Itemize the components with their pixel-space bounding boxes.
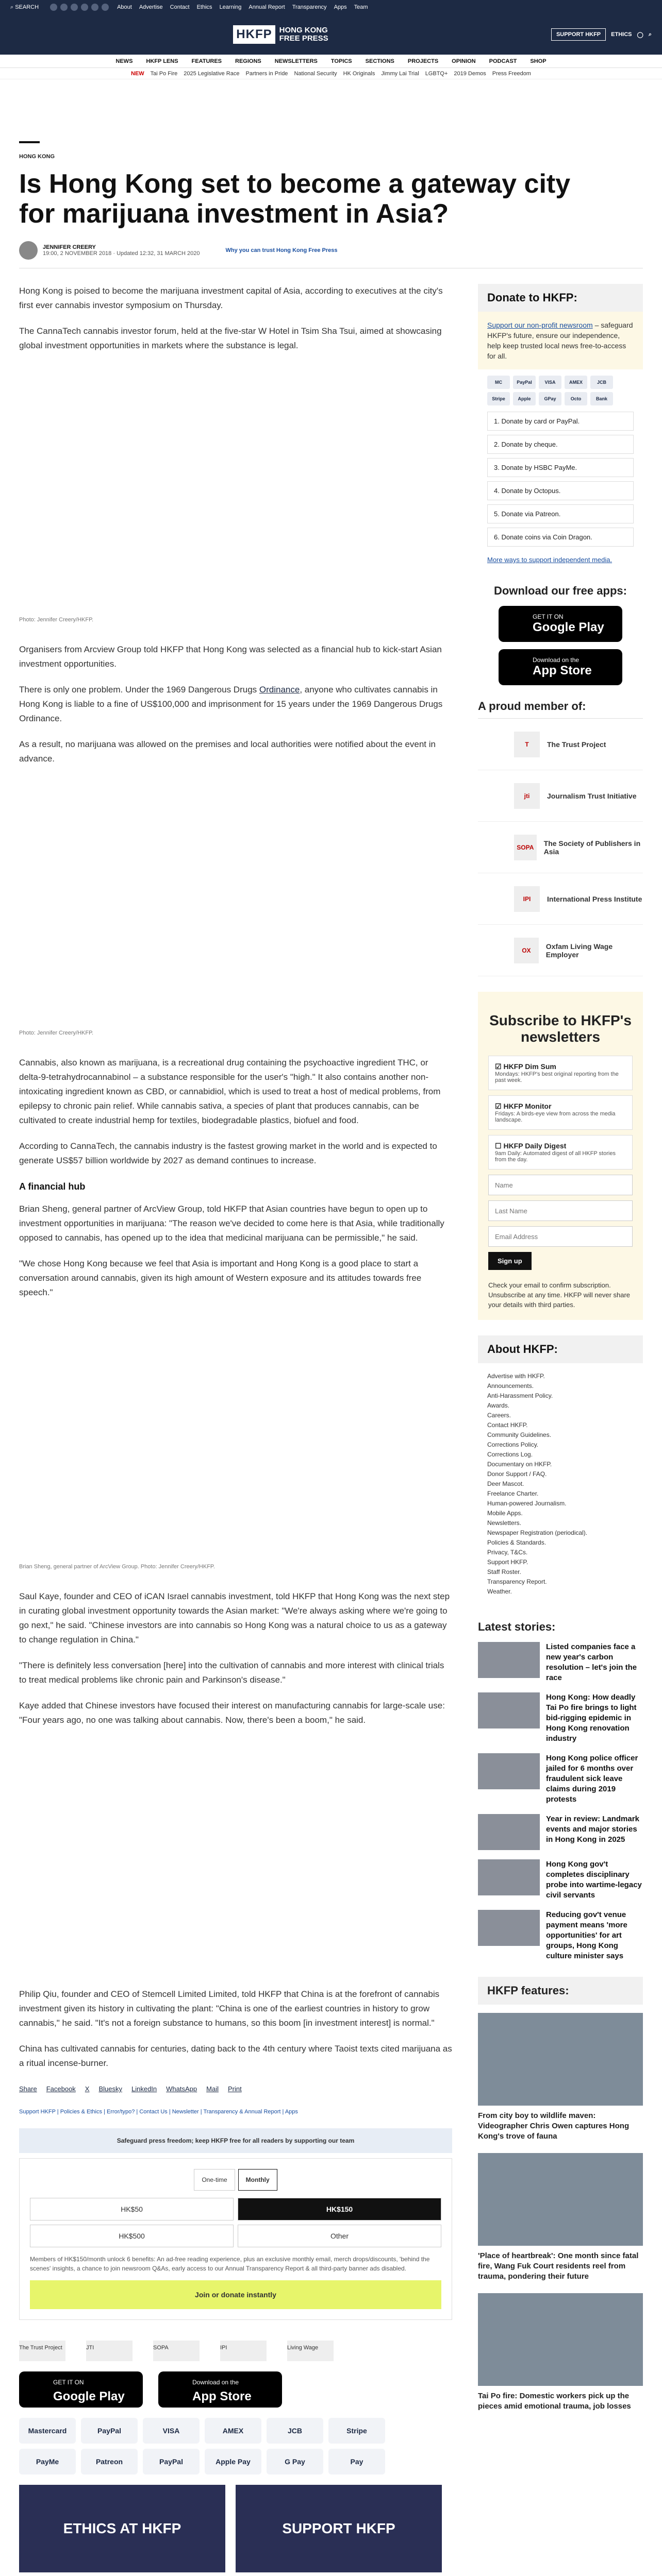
paragraph: Philip Qiu, founder and CEO of Stemcell Limited Limited, told HKFP that China is at the forefront of cannabis investment given its history in cultivating the plant: "China is one of the earliest countries in history to grow cannabis," he said. "It's not a foreign substance to humans, so this boom [in investment interest] is normal." xyxy=(19,1989,440,2028)
apps-title: Download our free apps: xyxy=(494,584,627,597)
donate-title: Donate to HKFP: xyxy=(478,284,643,312)
trending-item[interactable]: 2025 Legislative Race xyxy=(184,70,240,77)
amount-option[interactable]: HK$50 xyxy=(30,2198,234,2221)
nav-item[interactable]: NEWSLETTERS xyxy=(274,58,318,64)
youtube-icon[interactable] xyxy=(81,4,88,11)
latest-story[interactable] xyxy=(478,1859,643,1901)
trending-item[interactable]: Tai Po Fire xyxy=(150,70,178,77)
donate-widget xyxy=(19,2158,452,2320)
topbar-link[interactable]: Advertise xyxy=(139,4,163,10)
trending-item[interactable]: 2019 Demos xyxy=(454,70,486,77)
partner-logo[interactable] xyxy=(478,719,643,770)
about-link[interactable]: Freelance Charter. xyxy=(487,1490,539,1497)
topbar-link[interactable]: Learning xyxy=(219,4,242,10)
latest-story[interactable] xyxy=(478,1910,643,1961)
feature-title: Tai Po fire: Domestic workers pick up the pieces amid emotional trauma, job losses xyxy=(478,2392,631,2411)
newsletter-option[interactable]: ☑ HKFP Monitor Fridays: A birds-eye view from across the media landscape. xyxy=(488,1095,633,1130)
amount-option[interactable]: HK$500 xyxy=(30,2225,234,2247)
payment-logo: Pay xyxy=(328,2449,385,2475)
footer-promos xyxy=(19,2485,452,2572)
about-link[interactable]: Staff Roster. xyxy=(487,1568,521,1575)
payment-cards xyxy=(478,369,643,412)
payment-logo: PayMe xyxy=(19,2449,76,2475)
payment-logo: Stripe xyxy=(328,2418,385,2444)
donate-method[interactable]: 2. Donate by cheque. xyxy=(487,435,634,454)
search-label: SEARCH xyxy=(15,4,39,10)
nav-item[interactable]: NEWS xyxy=(115,58,133,64)
payment-logo: PayPal xyxy=(143,2449,200,2475)
payment-logo: Apple Pay xyxy=(205,2449,261,2475)
footer-apps xyxy=(19,2371,452,2408)
about-link[interactable]: Documentary on HKFP. xyxy=(487,1461,552,1468)
footer-logo xyxy=(153,2341,200,2361)
subheading: A financial hub xyxy=(19,1181,86,1192)
badge-main: Google Play xyxy=(533,620,604,634)
ethics-promo[interactable]: ETHICS AT HKFP xyxy=(19,2485,225,2572)
feature-item[interactable] xyxy=(478,2153,643,2282)
trending-item[interactable]: Partners in Pride xyxy=(245,70,288,77)
about-link[interactable]: Careers. xyxy=(487,1412,511,1419)
footer-payments xyxy=(19,2418,452,2475)
author-avatar xyxy=(19,241,38,260)
newsletter-option[interactable]: ☐ HKFP Daily Digest 9am Daily: Automated digest of all HKFP stories from the day. xyxy=(488,1135,633,1170)
card-icon: Stripe xyxy=(487,392,510,405)
newsletter-note: Check your email to confirm subscription. Unsubscribe at any time. HKFP will never share your details with third parties. xyxy=(488,1281,631,1309)
about-link[interactable]: Deer Mascot. xyxy=(487,1480,524,1487)
nav-item[interactable]: PODCAST xyxy=(489,58,517,64)
about-link[interactable]: Privacy, T&Cs. xyxy=(487,1549,528,1556)
donate-intro xyxy=(478,312,643,369)
newsletter-title: Subscribe to HKFP's newsletters xyxy=(489,1012,632,1045)
header-actions xyxy=(551,28,652,41)
member-title: A proud member of: xyxy=(478,692,643,719)
payment-logo: G Pay xyxy=(267,2449,323,2475)
section-rule xyxy=(19,141,40,143)
trending-nav xyxy=(0,68,662,79)
newsletter-option[interactable]: ☑ HKFP Dim Sum Mondays: HKFP's best original reporting from the past week. xyxy=(488,1056,633,1090)
article-photo xyxy=(19,777,452,1020)
footer-logo xyxy=(86,2341,133,2361)
latest-story[interactable] xyxy=(478,1692,643,1744)
partner-name: The Society of Publishers in Asia xyxy=(543,839,641,856)
footer-logo-label: Living Wage xyxy=(287,2345,319,2351)
google-play-badge[interactable] xyxy=(19,2371,143,2408)
partner-icon: jti xyxy=(514,783,540,809)
feature-item[interactable] xyxy=(478,2013,643,2142)
partner-name: The Trust Project xyxy=(547,740,606,749)
latest-story[interactable] xyxy=(478,1753,643,1805)
partner-logo[interactable] xyxy=(478,822,643,873)
payment-logo: JCB xyxy=(267,2418,323,2444)
story-title: Year in review: Landmark events and major stories in Hong Kong in 2025 xyxy=(546,1815,639,1844)
about-link[interactable]: Announcements. xyxy=(487,1382,534,1389)
amount-option-selected[interactable]: HK$150 xyxy=(238,2198,441,2221)
share-x[interactable]: X xyxy=(85,2085,90,2093)
topbar xyxy=(0,0,662,14)
photo-caption: Brian Sheng, general partner of ArcView Group. Photo: Jennifer Creery/HKFP. xyxy=(19,1564,215,1570)
footer-logo xyxy=(287,2341,334,2361)
social-icons xyxy=(50,4,109,11)
badge-top: GET IT ON xyxy=(53,2379,84,2386)
story-thumb xyxy=(478,1814,540,1850)
donate-method[interactable]: 5. Donate via Patreon. xyxy=(487,504,634,523)
columns xyxy=(19,284,643,2572)
donate-method[interactable]: 1. Donate by card or PayPal. xyxy=(487,412,634,431)
card-icon: Apple xyxy=(513,392,536,405)
footer-logo xyxy=(19,2341,65,2361)
app-store-badge[interactable] xyxy=(499,649,622,685)
donate-text: – safeguard HKFP's future, ensure our independence, help keep trusted local news free-to-access for all. xyxy=(487,321,633,360)
latest-title: Latest stories: xyxy=(478,1620,556,1633)
author-name[interactable]: JENNIFER CREERY xyxy=(43,244,96,250)
paragraph: Hong Kong is poised to become the marijuana investment capital of Asia, according to executives at the city's first ever cannabis investor symposium on Thursday. xyxy=(19,286,443,310)
donate-methods xyxy=(478,412,643,547)
share-linkedin[interactable]: LinkedIn xyxy=(131,2085,157,2093)
search-icon[interactable]: ⌕ xyxy=(648,31,652,38)
card-icon: PayPal xyxy=(513,376,536,389)
payment-logo: Patreon xyxy=(81,2449,138,2475)
search-link[interactable]: ⌕ SEARCH xyxy=(10,4,39,10)
article-photo xyxy=(19,1311,452,1553)
trending-item[interactable]: LGBTQ+ xyxy=(425,70,448,77)
topbar-links xyxy=(117,4,368,10)
about-link[interactable]: Anti-Harassment Policy. xyxy=(487,1392,553,1399)
story-thumb xyxy=(478,1692,540,1728)
about-link[interactable]: Contact HKFP. xyxy=(487,1421,528,1429)
topbar-link[interactable]: Ethics xyxy=(196,4,212,10)
feature-image xyxy=(478,2153,643,2246)
story-thumb xyxy=(478,1910,540,1946)
card-icon: GPay xyxy=(539,392,561,405)
newsletter-box xyxy=(478,992,643,1320)
donate-method[interactable]: 4. Donate by Octopus. xyxy=(487,481,634,500)
logo-line2: FREE PRESS xyxy=(279,34,328,43)
partner-logo[interactable] xyxy=(478,770,643,822)
partner-icon: SOPA xyxy=(514,835,537,860)
about-title: About HKFP: xyxy=(478,1335,643,1363)
paragraph: According to CannaTech, the cannabis industry is the fastest growing market in the world and is expected to generate US$57 billion worldwide by 2027 as demand continues to increase. xyxy=(19,1141,437,1165)
facebook-icon[interactable] xyxy=(50,4,57,11)
share-bluesky[interactable]: Bluesky xyxy=(98,2085,122,2093)
story-title: Reducing gov't venue payment means 'more opportunities' for art groups, Hong Kong culture minister says xyxy=(546,1910,627,1960)
footer-logo-label: SOPA xyxy=(153,2345,169,2351)
partner-icon: T xyxy=(514,732,540,757)
latest-story[interactable] xyxy=(478,1814,643,1850)
partner-logo[interactable] xyxy=(478,925,643,976)
paragraph: "We chose Hong Kong because we feel that Asia is important and Hong Kong is a good place to start a conversation around cannabis, given its high amount of Western exposure and its attitudes towards free speech." xyxy=(19,1259,422,1297)
option-desc: 9am Daily: Automated digest of all HKFP stories from the day. xyxy=(495,1150,616,1163)
about-link[interactable]: Mobile Apps. xyxy=(487,1510,523,1517)
about-link[interactable]: Corrections Policy. xyxy=(487,1441,539,1448)
topbar-link[interactable]: Apps xyxy=(334,4,347,10)
payment-logo: AMEX xyxy=(205,2418,261,2444)
paragraph: Cannabis, also known as marijuana, is a recreational drug containing the psychoactive ingredient THC, or delta-9-tetrahydrocannabinol – a substance responsible for the user's "high." It also contains another non-intoxicating ingredient known as CBD, or cannabidiol, which is used to treat a host of medical problems, from epilepsy to chronic pain relief. While cannabis sativa, a species of plant that produces cannabis, can be cultivated to create industrial hemp for textiles, biodegradable plastics, biofuel and food. xyxy=(19,1058,441,1125)
badge-top: Download on the xyxy=(192,2379,239,2386)
article-dates: 19:00, 2 NOVEMBER 2018 · Updated 12:32, 31 MARCH 2020 xyxy=(43,250,200,257)
story-thumb xyxy=(478,1859,540,1895)
paragraph: Organisers from Arcview Group told HKFP that Hong Kong was selected as a financial hub to kick-start Asian investment opportunities. xyxy=(19,645,442,669)
google-play-badge[interactable] xyxy=(499,606,622,642)
about-link[interactable]: Support HKFP. xyxy=(487,1558,528,1566)
nav-item[interactable]: SECTIONS xyxy=(365,58,394,64)
partner-name: Oxfam Living Wage Employer xyxy=(545,942,613,959)
share-print[interactable]: Print xyxy=(227,2085,242,2093)
about-link[interactable]: Donor Support / FAQ. xyxy=(487,1470,547,1478)
card-icon: Octo xyxy=(565,392,587,405)
option-desc: Mondays: HKFP's best original reporting from the past week. xyxy=(495,1071,619,1083)
card-icon: Bank xyxy=(590,392,613,405)
tab-monthly[interactable]: Monthly xyxy=(238,2169,277,2191)
payment-logo: VISA xyxy=(143,2418,200,2444)
support-banner[interactable]: Safeguard press freedom; keep HKFP free for all readers by supporting our team xyxy=(19,2128,452,2153)
paragraph: China has cultivated cannabis for centuries, dating back to the 4th century where Taoist texts cited marijuana as a ritual incense-burner. xyxy=(19,2044,452,2068)
about-link[interactable]: Newspaper Registration (periodical). xyxy=(487,1529,588,1536)
about-link[interactable]: Advertise with HKFP. xyxy=(487,1372,545,1380)
about-links xyxy=(478,1363,643,1605)
more-ways-link[interactable]: More ways to support independent media. xyxy=(487,556,613,564)
article-title: Is Hong Kong set to become a gateway city for marijuana investment in Asia? xyxy=(19,169,571,229)
feature-image xyxy=(478,2013,643,2106)
partner-icon: OX xyxy=(514,938,539,963)
donate-method[interactable]: 6. Donate coins via Coin Dragon. xyxy=(487,528,634,547)
about-box xyxy=(478,1335,643,1605)
amount-option-other[interactable]: Other xyxy=(238,2225,441,2247)
option-desc: Fridays: A birds-eye view from across the media landscape. xyxy=(495,1111,616,1123)
nav-item[interactable]: FEATURES xyxy=(191,58,222,64)
logo-mark: HKFP xyxy=(233,25,275,44)
about-link[interactable]: Community Guidelines. xyxy=(487,1431,552,1438)
join-button[interactable]: Join or donate instantly xyxy=(30,2280,441,2309)
story-title: Listed companies face a new year's carbon resolution – let's join the race xyxy=(546,1642,637,1682)
logo-line1: HONG KONG xyxy=(279,26,328,35)
trending-item[interactable]: National Security xyxy=(294,70,337,77)
linkedin-icon[interactable] xyxy=(91,4,98,11)
ethics-link[interactable]: ETHICS xyxy=(611,31,632,38)
last-name-input[interactable] xyxy=(488,1200,633,1221)
share-bar xyxy=(19,2082,452,2096)
about-link[interactable]: Transparency Report. xyxy=(487,1578,547,1585)
amount-options xyxy=(20,2198,452,2247)
topbar-link[interactable]: Annual Report xyxy=(249,4,285,10)
payment-logo: PayPal xyxy=(81,2418,138,2444)
footer-logo-label: JTI xyxy=(86,2345,94,2351)
trending-item[interactable]: Jimmy Lai Trial xyxy=(381,70,419,77)
card-icon: AMEX xyxy=(565,376,587,389)
site-header xyxy=(0,14,662,55)
about-link[interactable]: Awards. xyxy=(487,1402,510,1409)
paragraph: As a result, no marijuana was allowed on the premises and local authorities were notified about the event in advance. xyxy=(19,739,436,764)
latest-story[interactable] xyxy=(478,1642,643,1683)
story-thumb xyxy=(478,1642,540,1678)
badge-top: Download on the xyxy=(533,656,580,664)
share-mail[interactable]: Mail xyxy=(206,2085,219,2093)
paragraph: Saul Kaye, founder and CEO of iCAN Israel cannabis investment, told HKFP that Hong Kong was the next step in curating global investment opportunity towards the Asian market: "We're always asking where we're going to go next," he said. "Chinese investors are into cannabis so Hong Kong was a natural choice to us as a gateway to change regulation in China." xyxy=(19,1591,450,1645)
name-input[interactable] xyxy=(488,1175,633,1195)
story-title: Hong Kong gov't completes disciplinary probe into wartime-legacy civil servants xyxy=(546,1860,642,1900)
signup-button[interactable]: Sign up xyxy=(488,1252,532,1270)
partner-name: International Press Institute xyxy=(547,894,642,903)
paragraph: "There is definitely less conversation [here] into the cultivation of cannabis and more interest with clinical trials to treat medical problems like chronic pain and Parkinson's disease." xyxy=(19,1660,444,1685)
footer-logo-label: The Trust Project xyxy=(19,2345,62,2351)
photo-caption: Photo: Jennifer Creery/HKFP. xyxy=(19,617,94,623)
share-whatsapp[interactable]: WhatsApp xyxy=(166,2085,197,2093)
nav-item[interactable]: SHOP xyxy=(530,58,547,64)
paragraph: The CannaTech cannabis investor forum, held at the five-star W Hotel in Tsim Sha Tsui, aimed at showcasing global investment opportunities in markets where the substance is legal. xyxy=(19,326,442,350)
nav-item[interactable]: OPINION xyxy=(452,58,476,64)
badge-top: GET IT ON xyxy=(533,613,564,620)
card-icon: MC xyxy=(487,376,510,389)
nav-item[interactable]: REGIONS xyxy=(235,58,261,64)
option-name: HKFP Daily Digest xyxy=(503,1142,567,1150)
footer-logos xyxy=(19,2341,452,2361)
app-store-badge[interactable] xyxy=(158,2371,282,2408)
story-title: Hong Kong: How deadly Tai Po fire brings to light bid-rigging epidemic in Hong Kong renovation industry xyxy=(546,1693,637,1743)
ordinance-link[interactable]: Ordinance xyxy=(259,685,300,694)
donate-link[interactable]: Support our non-profit newsroom xyxy=(487,321,593,329)
support-promo[interactable]: SUPPORT HKFP xyxy=(236,2485,442,2572)
footer-logo xyxy=(220,2341,267,2361)
nav-item[interactable]: PROJECTS xyxy=(407,58,439,64)
frequency-tabs xyxy=(20,2169,452,2191)
text-run: There is only one problem. Under the 1969 Dangerous Drugs xyxy=(19,685,257,694)
badge-main: App Store xyxy=(192,2389,252,2403)
paragraph: Brian Sheng, general partner of ArcView Group, told HKFP that Asian countries have begun to open up to investment opportunities in marijuana: "The reason we've decided to come here is that Asia, while traditionally opposed to cannabis, has opened up to the idea that medicinal marijuana can be permissible," he said. xyxy=(19,1204,444,1243)
text-run: , anyone who cultivates cannabis in Hong Kong is liable to a fine of US$100,000 and imprisonment for 15 years under the 1969 Dangerous Drugs Ordinance. xyxy=(19,685,443,723)
new-badge: NEW xyxy=(131,70,144,77)
donate-method[interactable]: 3. Donate by HSBC PayMe. xyxy=(487,458,634,477)
partner-icon: IPI xyxy=(514,886,540,912)
main-nav xyxy=(0,55,662,68)
content-wrap xyxy=(19,141,643,2572)
nav-item[interactable]: HKFP LENS xyxy=(146,58,178,64)
option-name: HKFP Monitor xyxy=(503,1102,552,1110)
story-title: Hong Kong police officer jailed for 6 months over fraudulent sick leave claims during 2019 protests xyxy=(546,1754,638,1804)
paragraph xyxy=(19,683,452,726)
user-icon[interactable]: ◯ xyxy=(637,31,643,38)
feature-image xyxy=(478,2293,643,2386)
paragraph: Kaye added that Chinese investors have focused their interest on manufacturing cannabis for large-scale use: "Four years ago, no one was talking about cannabis. Now, there's been a boom," he said. xyxy=(19,1701,445,1725)
feature-title: 'Place of heartbreak': One month since fatal fire, Wang Fuk Court residents reel from trauma, pondering their future xyxy=(478,2251,639,2281)
tab-one-time[interactable]: One-time xyxy=(194,2169,235,2191)
topbar-link[interactable]: About xyxy=(117,4,132,10)
partner-name: Journalism Trust Initiative xyxy=(547,791,637,800)
about-link[interactable]: Weather. xyxy=(487,1588,512,1595)
card-icon: VISA xyxy=(539,376,561,389)
support-button[interactable]: SUPPORT HKFP xyxy=(551,28,606,41)
footer-logo-label: IPI xyxy=(220,2345,227,2351)
instagram-icon[interactable] xyxy=(71,4,78,11)
x-icon[interactable] xyxy=(60,4,68,11)
nav-item[interactable]: TOPICS xyxy=(330,58,352,64)
article-photo xyxy=(19,1739,452,1981)
section-label[interactable]: HONG KONG xyxy=(19,154,55,160)
feature-title: From city boy to wildlife maven: Videographer Chris Owen captures Hong Kong's trove of fauna xyxy=(478,2111,630,2141)
trending-item[interactable]: HK Originals xyxy=(343,70,375,77)
about-link[interactable]: Newsletters. xyxy=(487,1519,522,1527)
badge-main: Google Play xyxy=(53,2389,125,2403)
share-label: Share xyxy=(19,2085,37,2093)
trending-item[interactable]: Press Freedom xyxy=(492,70,531,77)
legal-links[interactable]: Support HKFP | Policies & Ethics | Error/typo? | Contact Us | Newsletter | Transparency & Annual Report | Apps xyxy=(19,2109,298,2115)
site-logo[interactable] xyxy=(233,25,328,44)
topbar-link[interactable]: Transparency xyxy=(292,4,327,10)
about-link[interactable]: Policies & Standards. xyxy=(487,1539,547,1546)
about-link[interactable]: Corrections Log. xyxy=(487,1451,533,1458)
share-facebook[interactable]: Facebook xyxy=(46,2085,76,2093)
article-photo xyxy=(19,364,452,606)
about-link[interactable]: Human-powered Journalism. xyxy=(487,1500,567,1507)
option-name: HKFP Dim Sum xyxy=(503,1062,556,1071)
badge-main: App Store xyxy=(533,664,592,677)
topbar-link[interactable]: Contact xyxy=(170,4,190,10)
topbar-link[interactable]: Team xyxy=(354,4,368,10)
membership-desc: Members of HK$150/month unlock 6 benefits: An ad-free reading experience, plus an exclusive monthly email, merch drops/discounts, 'behind the scenes' insights, a chance to join newsroom Q&As, early access to our Annual Transparency Report & all third-party banner ads disabled. xyxy=(30,2256,430,2272)
story-thumb xyxy=(478,1753,540,1789)
bluesky-icon[interactable] xyxy=(102,4,109,11)
byline xyxy=(19,241,643,268)
card-icon: JCB xyxy=(590,376,613,389)
partner-logo[interactable] xyxy=(478,873,643,925)
trust-link[interactable]: Why you can trust Hong Kong Free Press xyxy=(225,247,338,253)
photo-caption: Photo: Jennifer Creery/HKFP. xyxy=(19,1030,94,1036)
feature-item[interactable] xyxy=(478,2293,643,2412)
sidebar xyxy=(478,284,643,2572)
features-title: HKFP features: xyxy=(478,1977,643,2005)
payment-logo: Mastercard xyxy=(19,2418,76,2444)
article-body xyxy=(19,284,452,2572)
email-input[interactable] xyxy=(488,1226,633,1247)
